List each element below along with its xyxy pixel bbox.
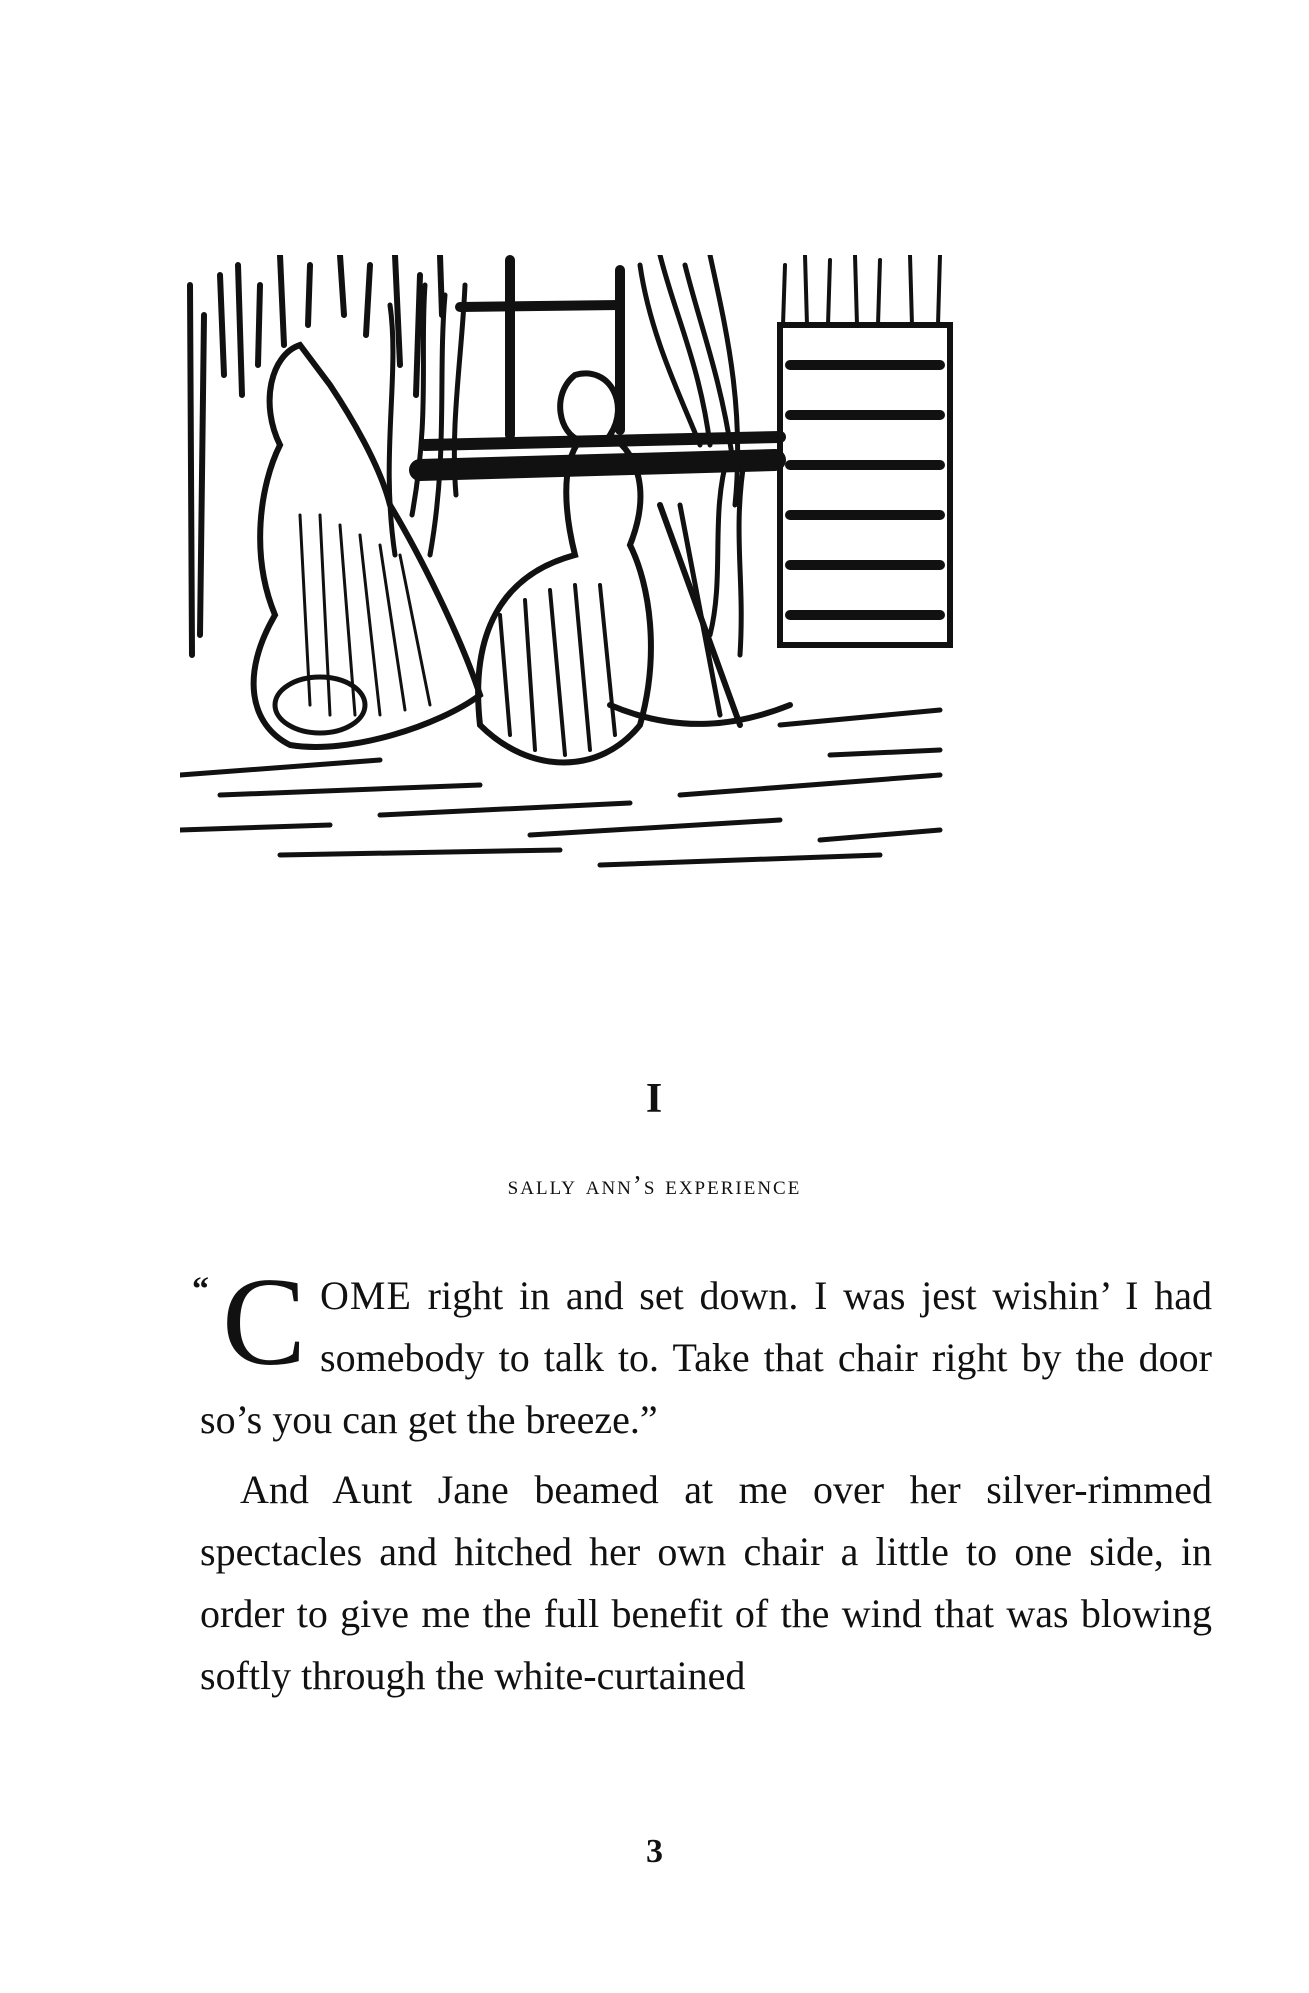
chapter-title: sally ann’s experience (507, 1170, 802, 1200)
chapter-number: I (645, 1076, 664, 1122)
open-quote: “ (192, 1271, 209, 1308)
paragraph-first (192, 1253, 1212, 1451)
chapter-illustration (180, 255, 1204, 1045)
lead-caps: OME (320, 1273, 412, 1318)
paragraph-first-text: right in and set down. I was jest wishin’ I had somebody to talk to. Take that chair right by the door so’s you can get the breeze.” (200, 1273, 1212, 1442)
body-text (192, 1253, 1212, 1715)
illustration-drawing (180, 255, 1204, 1045)
drop-cap: C (222, 1253, 307, 1392)
page-number: 3 (646, 1833, 663, 1870)
paragraph-second: And Aunt Jane beamed at me over her silver-rimmed spectacles and hitched her own chair a little to one side, in order to give me the full benefit of the wind that was blowing softly through the white-curtained (200, 1467, 1212, 1698)
